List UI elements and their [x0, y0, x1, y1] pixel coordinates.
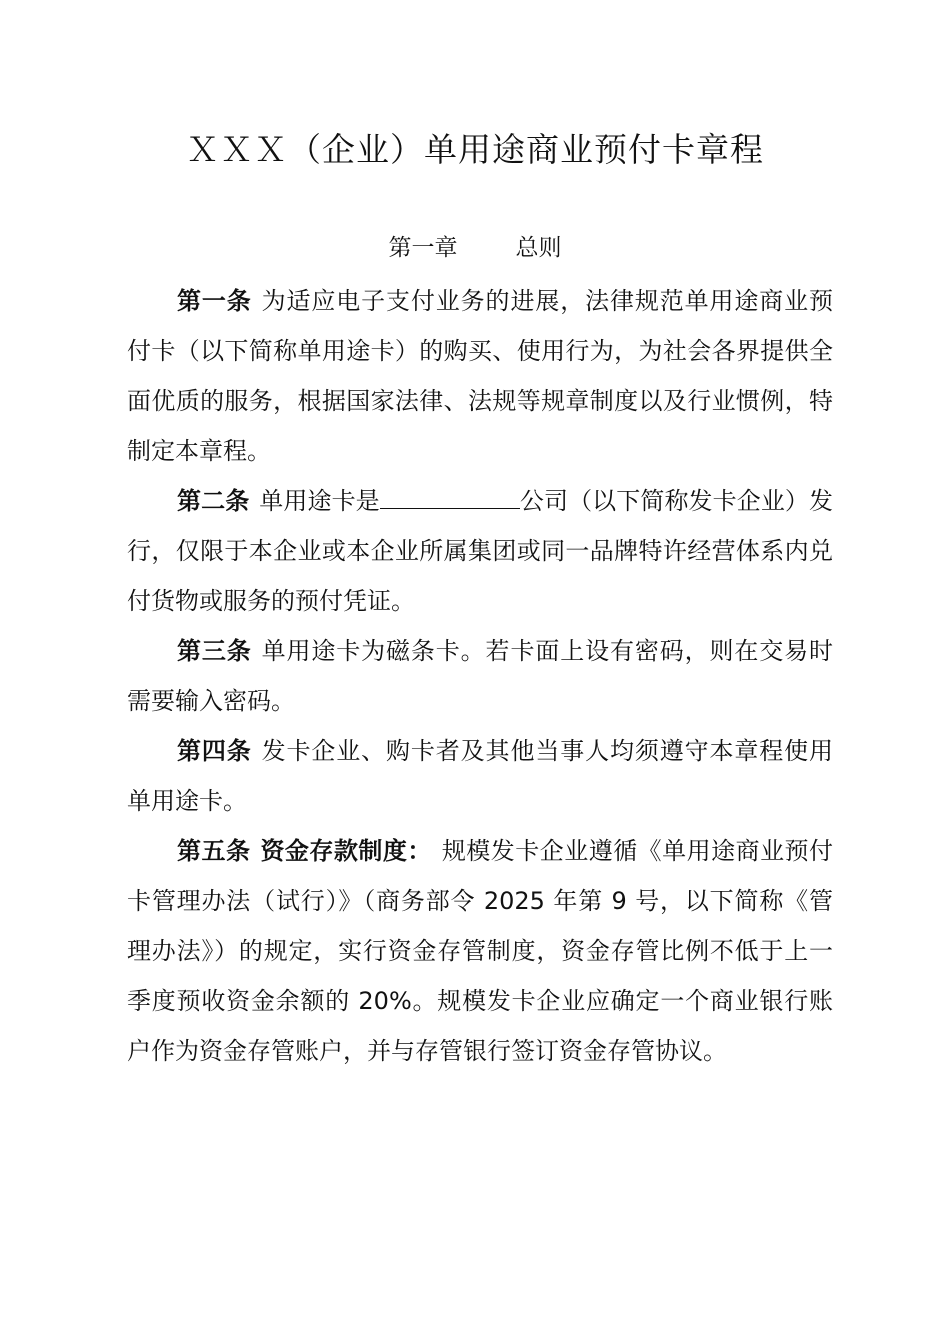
article-1	[127, 276, 833, 476]
article-text-after-blank: 公司（以下简称发卡企业）发行，仅限于本企业或本企业所属集团或同一品牌特许经营体系内兑付货物或服务的预付凭证。	[127, 487, 834, 615]
article-number: 第三条	[177, 637, 252, 665]
article-text: 为适应电子支付业务的进展，法律规范单用途商业预付卡（以下简称单用途卡）的购买、使用行为，为社会各界提供全面优质的服务，根据国家法律、法规等规章制度以及行业惯例，特制定本章程。	[127, 287, 833, 465]
article-number: 第五条	[177, 837, 251, 865]
article-number: 第一条	[177, 287, 252, 315]
chapter-name: 总则	[515, 235, 562, 261]
chapter-heading	[0, 230, 950, 266]
article-number: 第四条	[177, 737, 252, 765]
document-title: ＸＸＸ（企业）单用途商业预付卡章程	[186, 130, 764, 169]
article-number: 第二条	[177, 487, 250, 515]
document-body	[127, 276, 833, 1076]
article-2	[127, 476, 833, 626]
chapter-number: 第一章	[388, 235, 458, 261]
company-name-blank	[380, 482, 520, 509]
article-text: 单用途卡为磁条卡。若卡面上设有密码，则在交易时需要输入密码。	[127, 637, 833, 715]
article-text: 发卡企业、购卡者及其他当事人均须遵守本章程使用单用途卡。	[127, 737, 833, 815]
article-5	[127, 826, 833, 1076]
article-3	[127, 626, 833, 726]
article-text-before-blank: 单用途卡是	[259, 487, 380, 515]
article-4	[127, 726, 833, 826]
article-text: 规模发卡企业遵循《单用途商业预付卡管理办法（试行）》（商务部令 2025 年第 9 号，以下简称《管理办法》）的规定，实行资金存管制度，资金存管比例不低于上一季度预收资金余额的 20%。规模发卡企业应确定一个商业银行账户作为资金存管账户，并与存管银行签订资金存管协议。	[127, 837, 834, 1065]
article-term: 资金存款制度：	[260, 837, 432, 865]
